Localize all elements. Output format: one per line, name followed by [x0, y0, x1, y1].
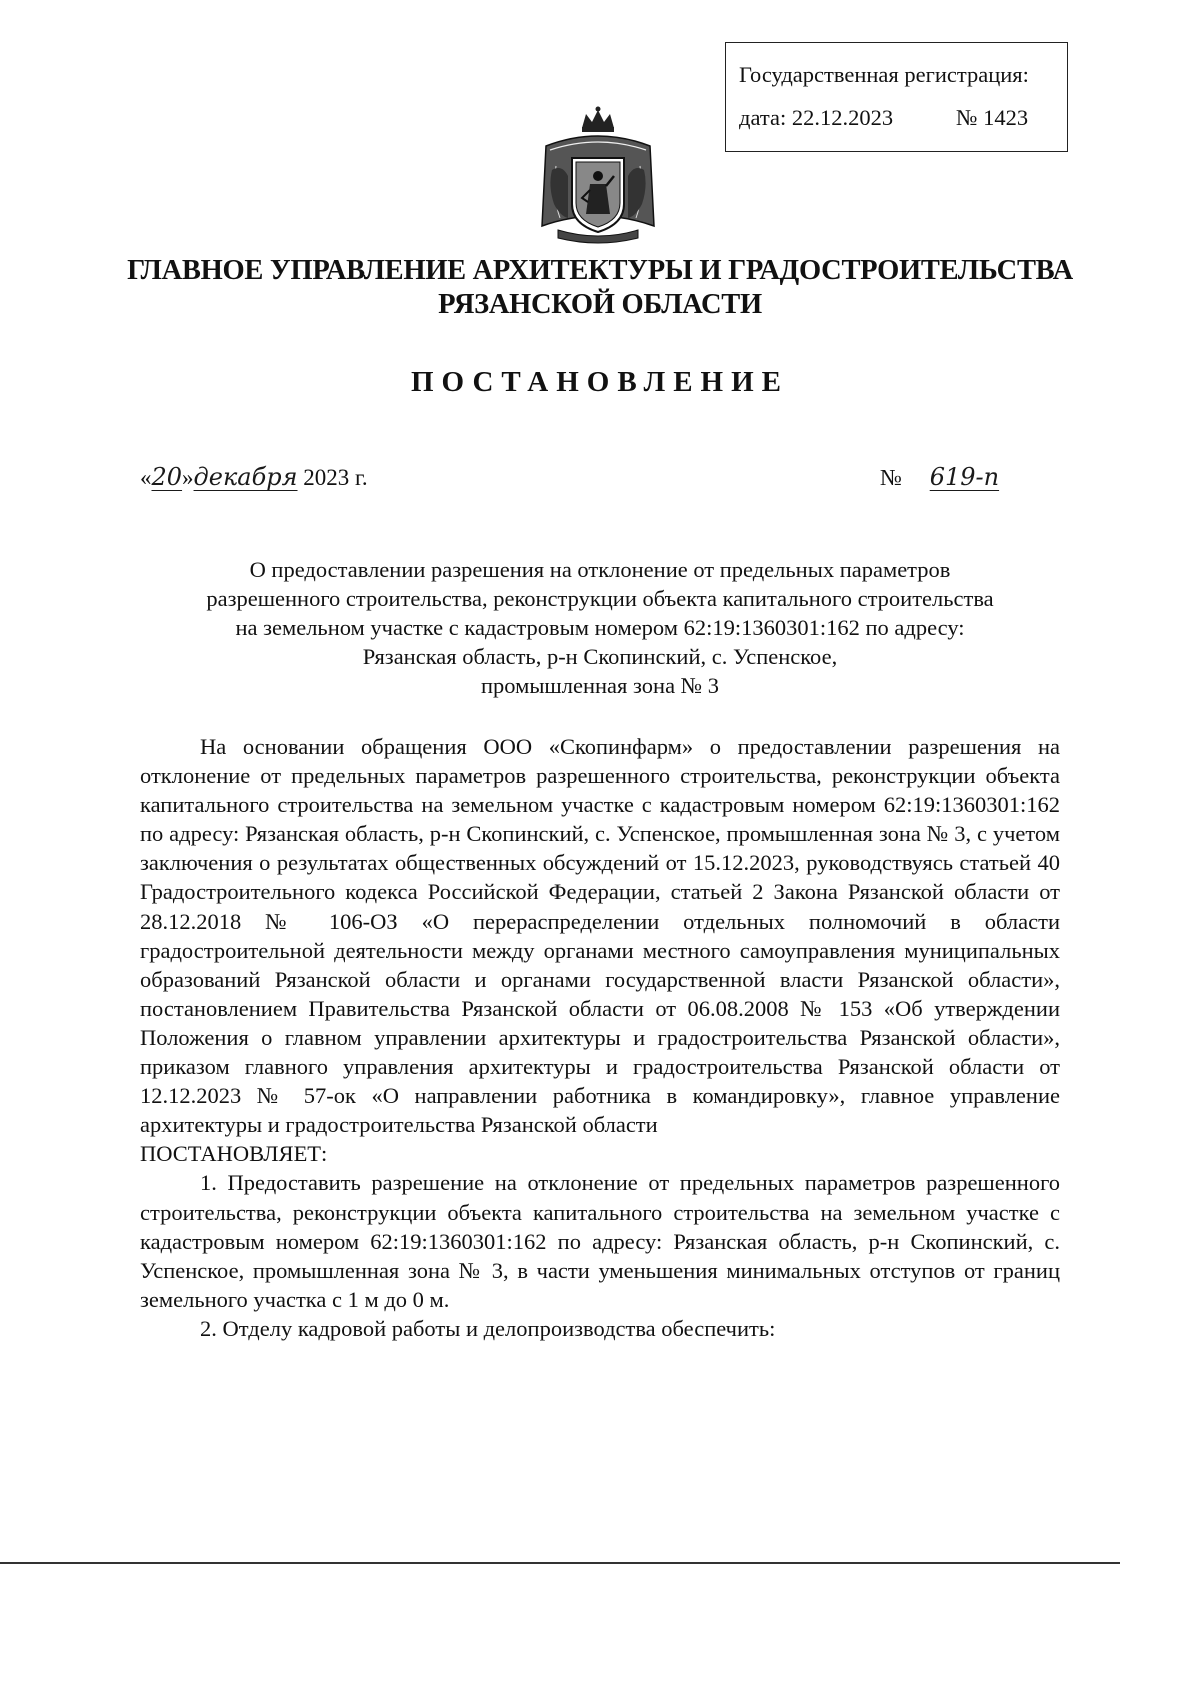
- subject-line: О предоставлении разрешения на отклонение от предельных параметров: [249, 557, 951, 582]
- document-number-handwritten: 619-п: [929, 463, 1000, 491]
- registration-title: Государственная регистрация:: [739, 62, 1029, 87]
- document-number-prefix: №: [880, 465, 902, 490]
- registration-date: дата: 22.12.2023: [739, 105, 894, 130]
- subject-line: разрешенного строительства, реконструкции объекта капитального строительства: [206, 586, 994, 611]
- item-1-paragraph: 1. Предоставить разрешение на отклонение от предельных параметров разрешенного строительства, реконструкции объекта капитального строительства на земельном участке с кадастровым номером 62:19:1360301:162 по адресу: Рязанская область, р-н Скопинский, с. Успенское, промышленная зона № 3, в части уменьшения минимальных отступов от границ земельного участка с 1 м до 0 м.: [140, 1170, 1060, 1312]
- date-close-quote: »: [182, 465, 194, 490]
- page-edge-line: [0, 1562, 1120, 1564]
- document-date: [140, 463, 368, 491]
- preamble-paragraph: На основании обращения ООО «Скопинфарм» о предоставлении разрешения на отклонение от предельных параметров разрешенного строительства, реконструкции объекта капитального строительства на земельном участке с кадастровым номером 62:19:1360301:162 по адресу: Рязанская область, р-н Скопинский, с. Успенское, промышленная зона № 3, с учетом заключения о результатах общественных обсуждений от 15.12.2023, руководствуясь статьей 40 Градостроительного кодекса Российской Федерации, статьей 2 Закона Рязанской области от 28.12.2018 № 106-ОЗ «О перераспределении отдельных полномочий в области градостроительной деятельности между органами местного самоуправления муниципальных образований Рязанской области и органами государственной власти Рязанской области», постановлением Правительства Рязанской области от 06.08.2008 № 153 «Об утверждении Положения о главном управлении архитектуры и градостроительства Рязанской области», приказом главного управления архитектуры и градостроительства Рязанской области от 12.12.2023 № 57-ок «О направлении работника в командировку», главное управление архитектуры и градостроительства Рязанской области: [140, 734, 1060, 1138]
- subject-line: на земельном участке с кадастровым номером 62:19:1360301:162 по адресу:: [235, 615, 965, 640]
- item-2-paragraph: 2. Отделу кадровой работы и делопроизводства обеспечить:: [200, 1315, 776, 1341]
- coat-of-arms-icon: [538, 106, 658, 248]
- subject-line: Рязанская область, р-н Скопинский, с. Успенское,: [362, 644, 838, 669]
- document-number: [880, 463, 1060, 491]
- organization-title-line2: РЯЗАНСКОЙ ОБЛАСТИ: [438, 289, 762, 320]
- document-subject: [140, 555, 1060, 700]
- registration-number: № 1423: [956, 105, 1029, 130]
- date-day-handwritten: 20: [151, 463, 183, 491]
- registration-stamp: [725, 42, 1068, 152]
- date-open-quote: «: [140, 465, 152, 490]
- date-month-handwritten: декабря: [193, 463, 298, 491]
- date-year: 2023 г.: [297, 465, 368, 490]
- subject-line: промышленная зона № 3: [480, 673, 720, 698]
- resolves-heading: ПОСТАНОВЛЯЕТ:: [140, 1141, 328, 1167]
- document-body: [140, 732, 1060, 1343]
- document-type-heading: ПОСТАНОВЛЕНИЕ: [410, 366, 789, 398]
- organization-title: [0, 254, 1200, 322]
- organization-title-line1: ГЛАВНОЕ УПРАВЛЕНИЕ АРХИТЕКТУРЫ И ГРАДОСТРОИТЕЛЬСТВА: [127, 255, 1073, 286]
